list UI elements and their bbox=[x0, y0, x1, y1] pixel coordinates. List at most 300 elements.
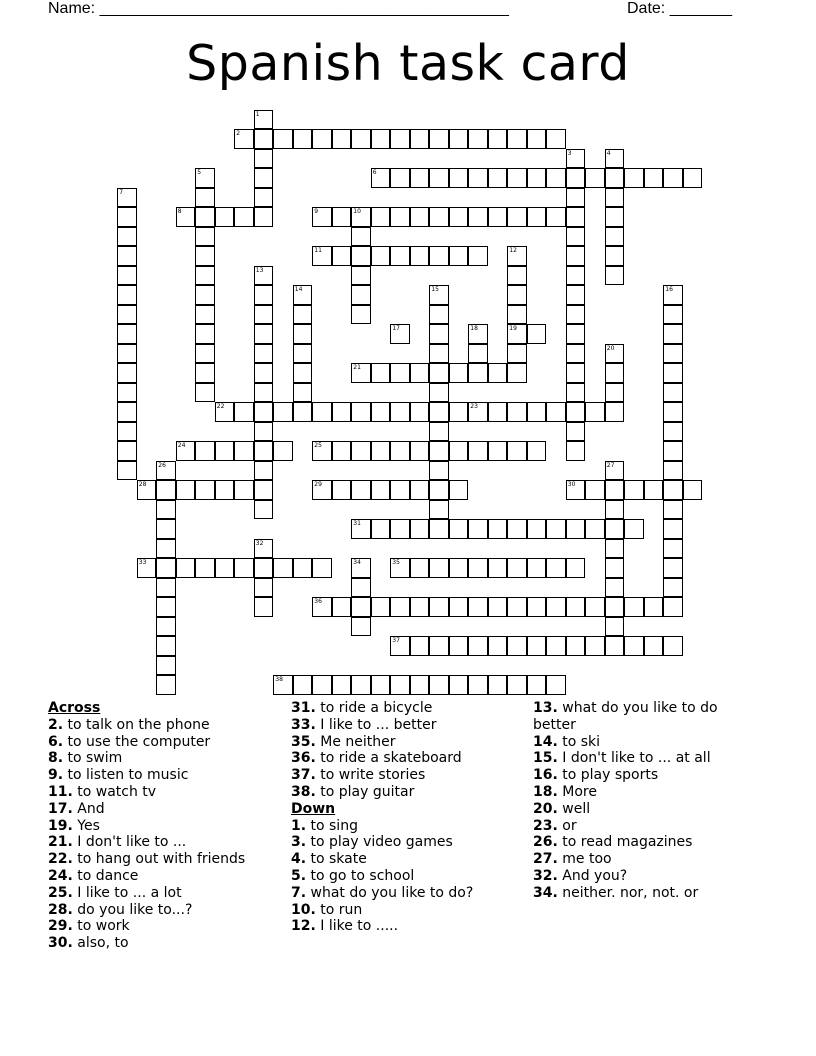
crossword-cell[interactable] bbox=[293, 285, 313, 305]
crossword-cell[interactable] bbox=[624, 597, 644, 617]
crossword-cell[interactable] bbox=[371, 246, 391, 266]
crossword-cell[interactable] bbox=[176, 207, 196, 227]
crossword-cell[interactable] bbox=[351, 617, 371, 637]
crossword-cell[interactable] bbox=[663, 305, 683, 325]
crossword-cell[interactable] bbox=[254, 149, 274, 169]
crossword-cell[interactable] bbox=[312, 246, 332, 266]
crossword-cell[interactable] bbox=[644, 480, 664, 500]
crossword-cell[interactable] bbox=[429, 441, 449, 461]
crossword-cell[interactable] bbox=[117, 324, 137, 344]
crossword-cell[interactable] bbox=[390, 168, 410, 188]
crossword-cell[interactable] bbox=[351, 597, 371, 617]
crossword-cell[interactable] bbox=[351, 480, 371, 500]
crossword-cell[interactable] bbox=[351, 441, 371, 461]
crossword-cell[interactable] bbox=[390, 519, 410, 539]
crossword-cell[interactable] bbox=[507, 324, 527, 344]
crossword-cell[interactable] bbox=[429, 246, 449, 266]
crossword-cell[interactable] bbox=[663, 363, 683, 383]
crossword-cell[interactable] bbox=[156, 519, 176, 539]
crossword-cell[interactable] bbox=[546, 597, 566, 617]
crossword-cell[interactable] bbox=[410, 480, 430, 500]
crossword-cell[interactable] bbox=[585, 597, 605, 617]
crossword-cell[interactable] bbox=[566, 402, 586, 422]
crossword-cell[interactable] bbox=[527, 519, 547, 539]
crossword-cell[interactable] bbox=[449, 675, 469, 695]
crossword-cell[interactable] bbox=[176, 558, 196, 578]
crossword-cell[interactable] bbox=[566, 363, 586, 383]
crossword-cell[interactable] bbox=[234, 129, 254, 149]
crossword-cell[interactable] bbox=[468, 558, 488, 578]
crossword-cell[interactable] bbox=[312, 675, 332, 695]
crossword-cell[interactable] bbox=[117, 383, 137, 403]
crossword-cell[interactable] bbox=[254, 324, 274, 344]
crossword-cell[interactable] bbox=[371, 402, 391, 422]
crossword-cell[interactable] bbox=[176, 441, 196, 461]
crossword-cell[interactable] bbox=[156, 539, 176, 559]
crossword-cell[interactable] bbox=[293, 675, 313, 695]
crossword-cell[interactable] bbox=[351, 207, 371, 227]
crossword-cell[interactable] bbox=[468, 441, 488, 461]
crossword-cell[interactable] bbox=[449, 636, 469, 656]
crossword-cell[interactable] bbox=[254, 207, 274, 227]
crossword-cell[interactable] bbox=[390, 441, 410, 461]
crossword-cell[interactable] bbox=[351, 519, 371, 539]
crossword-cell[interactable] bbox=[566, 344, 586, 364]
crossword-cell[interactable] bbox=[566, 285, 586, 305]
crossword-cell[interactable] bbox=[254, 266, 274, 286]
crossword-cell[interactable] bbox=[488, 129, 508, 149]
crossword-cell[interactable] bbox=[293, 344, 313, 364]
crossword-cell[interactable] bbox=[390, 597, 410, 617]
crossword-cell[interactable] bbox=[176, 480, 196, 500]
crossword-cell[interactable] bbox=[663, 461, 683, 481]
crossword-cell[interactable] bbox=[351, 266, 371, 286]
crossword-cell[interactable] bbox=[195, 207, 215, 227]
crossword-cell[interactable] bbox=[254, 422, 274, 442]
crossword-cell[interactable] bbox=[293, 305, 313, 325]
crossword-cell[interactable] bbox=[293, 383, 313, 403]
crossword-cell[interactable] bbox=[566, 266, 586, 286]
crossword-cell[interactable] bbox=[449, 597, 469, 617]
crossword-cell[interactable] bbox=[488, 597, 508, 617]
crossword-cell[interactable] bbox=[605, 344, 625, 364]
crossword-cell[interactable] bbox=[429, 558, 449, 578]
crossword-cell[interactable] bbox=[663, 578, 683, 598]
crossword-cell[interactable] bbox=[449, 519, 469, 539]
crossword-cell[interactable] bbox=[663, 500, 683, 520]
crossword-cell[interactable] bbox=[663, 558, 683, 578]
crossword-cell[interactable] bbox=[429, 519, 449, 539]
crossword-cell[interactable] bbox=[254, 344, 274, 364]
crossword-cell[interactable] bbox=[293, 402, 313, 422]
crossword-cell[interactable] bbox=[293, 129, 313, 149]
crossword-cell[interactable] bbox=[293, 363, 313, 383]
crossword-cell[interactable] bbox=[371, 207, 391, 227]
crossword-cell[interactable] bbox=[137, 558, 157, 578]
crossword-cell[interactable] bbox=[566, 246, 586, 266]
crossword-cell[interactable] bbox=[312, 597, 332, 617]
crossword-cell[interactable] bbox=[605, 246, 625, 266]
crossword-cell[interactable] bbox=[332, 675, 352, 695]
crossword-cell[interactable] bbox=[312, 480, 332, 500]
crossword-cell[interactable] bbox=[156, 578, 176, 598]
crossword-cell[interactable] bbox=[566, 597, 586, 617]
crossword-cell[interactable] bbox=[293, 558, 313, 578]
crossword-cell[interactable] bbox=[663, 168, 683, 188]
crossword-cell[interactable] bbox=[566, 422, 586, 442]
crossword-cell[interactable] bbox=[624, 480, 644, 500]
crossword-cell[interactable] bbox=[488, 168, 508, 188]
crossword-cell[interactable] bbox=[468, 207, 488, 227]
crossword-cell[interactable] bbox=[644, 597, 664, 617]
crossword-cell[interactable] bbox=[351, 227, 371, 247]
crossword-cell[interactable] bbox=[566, 636, 586, 656]
crossword-cell[interactable] bbox=[527, 129, 547, 149]
crossword-cell[interactable] bbox=[117, 188, 137, 208]
crossword-cell[interactable] bbox=[410, 363, 430, 383]
crossword-cell[interactable] bbox=[468, 675, 488, 695]
crossword-cell[interactable] bbox=[117, 461, 137, 481]
crossword-cell[interactable] bbox=[410, 519, 430, 539]
crossword-cell[interactable] bbox=[371, 480, 391, 500]
crossword-cell[interactable] bbox=[254, 461, 274, 481]
crossword-cell[interactable] bbox=[663, 539, 683, 559]
crossword-cell[interactable] bbox=[195, 558, 215, 578]
crossword-cell[interactable] bbox=[566, 519, 586, 539]
crossword-cell[interactable] bbox=[449, 363, 469, 383]
crossword-cell[interactable] bbox=[234, 207, 254, 227]
crossword-cell[interactable] bbox=[117, 207, 137, 227]
crossword-cell[interactable] bbox=[390, 363, 410, 383]
crossword-cell[interactable] bbox=[254, 441, 274, 461]
crossword-cell[interactable] bbox=[527, 324, 547, 344]
crossword-cell[interactable] bbox=[390, 558, 410, 578]
crossword-cell[interactable] bbox=[234, 558, 254, 578]
crossword-cell[interactable] bbox=[449, 402, 469, 422]
crossword-cell[interactable] bbox=[566, 149, 586, 169]
crossword-cell[interactable] bbox=[488, 636, 508, 656]
crossword-cell[interactable] bbox=[605, 636, 625, 656]
crossword-cell[interactable] bbox=[507, 246, 527, 266]
crossword-cell[interactable] bbox=[195, 363, 215, 383]
crossword-cell[interactable] bbox=[527, 636, 547, 656]
crossword-cell[interactable] bbox=[254, 480, 274, 500]
crossword-cell[interactable] bbox=[566, 383, 586, 403]
crossword-cell[interactable] bbox=[546, 129, 566, 149]
crossword-cell[interactable] bbox=[605, 188, 625, 208]
crossword-cell[interactable] bbox=[546, 207, 566, 227]
crossword-cell[interactable] bbox=[215, 441, 235, 461]
crossword-cell[interactable] bbox=[488, 519, 508, 539]
crossword-cell[interactable] bbox=[254, 110, 274, 130]
crossword-cell[interactable] bbox=[390, 207, 410, 227]
crossword-cell[interactable] bbox=[371, 597, 391, 617]
crossword-cell[interactable] bbox=[429, 344, 449, 364]
crossword-cell[interactable] bbox=[429, 305, 449, 325]
crossword-cell[interactable] bbox=[507, 285, 527, 305]
crossword-cell[interactable] bbox=[273, 558, 293, 578]
crossword-cell[interactable] bbox=[332, 402, 352, 422]
crossword-cell[interactable] bbox=[410, 402, 430, 422]
crossword-cell[interactable] bbox=[624, 168, 644, 188]
crossword-cell[interactable] bbox=[195, 305, 215, 325]
crossword-cell[interactable] bbox=[527, 207, 547, 227]
crossword-cell[interactable] bbox=[527, 168, 547, 188]
crossword-cell[interactable] bbox=[429, 207, 449, 227]
crossword-cell[interactable] bbox=[195, 188, 215, 208]
crossword-cell[interactable] bbox=[195, 168, 215, 188]
crossword-cell[interactable] bbox=[234, 441, 254, 461]
crossword-cell[interactable] bbox=[605, 207, 625, 227]
crossword-cell[interactable] bbox=[332, 129, 352, 149]
crossword-cell[interactable] bbox=[429, 422, 449, 442]
crossword-cell[interactable] bbox=[254, 285, 274, 305]
crossword-cell[interactable] bbox=[449, 246, 469, 266]
crossword-cell[interactable] bbox=[156, 461, 176, 481]
crossword-cell[interactable] bbox=[215, 480, 235, 500]
crossword-cell[interactable] bbox=[254, 363, 274, 383]
crossword-cell[interactable] bbox=[332, 597, 352, 617]
crossword-cell[interactable] bbox=[332, 441, 352, 461]
crossword-cell[interactable] bbox=[351, 246, 371, 266]
crossword-cell[interactable] bbox=[351, 363, 371, 383]
crossword-cell[interactable] bbox=[351, 558, 371, 578]
crossword-cell[interactable] bbox=[156, 617, 176, 637]
crossword-cell[interactable] bbox=[468, 402, 488, 422]
crossword-cell[interactable] bbox=[195, 324, 215, 344]
crossword-cell[interactable] bbox=[332, 207, 352, 227]
crossword-cell[interactable] bbox=[429, 597, 449, 617]
crossword-cell[interactable] bbox=[663, 519, 683, 539]
crossword-cell[interactable] bbox=[410, 558, 430, 578]
crossword-cell[interactable] bbox=[546, 558, 566, 578]
crossword-cell[interactable] bbox=[488, 558, 508, 578]
crossword-cell[interactable] bbox=[507, 441, 527, 461]
crossword-cell[interactable] bbox=[117, 441, 137, 461]
crossword-cell[interactable] bbox=[507, 266, 527, 286]
crossword-cell[interactable] bbox=[507, 675, 527, 695]
crossword-cell[interactable] bbox=[332, 246, 352, 266]
crossword-cell[interactable] bbox=[585, 636, 605, 656]
crossword-cell[interactable] bbox=[254, 402, 274, 422]
crossword-cell[interactable] bbox=[371, 675, 391, 695]
crossword-cell[interactable] bbox=[351, 129, 371, 149]
crossword-cell[interactable] bbox=[254, 168, 274, 188]
crossword-cell[interactable] bbox=[449, 168, 469, 188]
crossword-cell[interactable] bbox=[546, 168, 566, 188]
crossword-cell[interactable] bbox=[507, 207, 527, 227]
crossword-cell[interactable] bbox=[488, 441, 508, 461]
crossword-cell[interactable] bbox=[527, 441, 547, 461]
crossword-cell[interactable] bbox=[215, 558, 235, 578]
crossword-cell[interactable] bbox=[215, 207, 235, 227]
crossword-cell[interactable] bbox=[683, 480, 703, 500]
crossword-cell[interactable] bbox=[332, 480, 352, 500]
crossword-cell[interactable] bbox=[371, 129, 391, 149]
crossword-cell[interactable] bbox=[371, 519, 391, 539]
crossword-cell[interactable] bbox=[449, 558, 469, 578]
crossword-cell[interactable] bbox=[390, 480, 410, 500]
crossword-cell[interactable] bbox=[507, 168, 527, 188]
crossword-cell[interactable] bbox=[156, 656, 176, 676]
crossword-cell[interactable] bbox=[468, 168, 488, 188]
crossword-cell[interactable] bbox=[410, 441, 430, 461]
crossword-cell[interactable] bbox=[468, 636, 488, 656]
crossword-cell[interactable] bbox=[663, 441, 683, 461]
crossword-cell[interactable] bbox=[468, 324, 488, 344]
crossword-cell[interactable] bbox=[507, 402, 527, 422]
crossword-cell[interactable] bbox=[371, 168, 391, 188]
crossword-cell[interactable] bbox=[195, 227, 215, 247]
crossword-cell[interactable] bbox=[507, 558, 527, 578]
crossword-cell[interactable] bbox=[488, 675, 508, 695]
crossword-cell[interactable] bbox=[605, 500, 625, 520]
crossword-cell[interactable] bbox=[488, 402, 508, 422]
crossword-cell[interactable] bbox=[254, 129, 274, 149]
crossword-cell[interactable] bbox=[663, 383, 683, 403]
crossword-cell[interactable] bbox=[429, 129, 449, 149]
crossword-cell[interactable] bbox=[566, 480, 586, 500]
crossword-cell[interactable] bbox=[410, 207, 430, 227]
crossword-cell[interactable] bbox=[605, 266, 625, 286]
crossword-cell[interactable] bbox=[605, 519, 625, 539]
crossword-cell[interactable] bbox=[566, 207, 586, 227]
crossword-cell[interactable] bbox=[117, 285, 137, 305]
crossword-cell[interactable] bbox=[605, 617, 625, 637]
crossword-cell[interactable] bbox=[605, 168, 625, 188]
crossword-cell[interactable] bbox=[117, 363, 137, 383]
crossword-cell[interactable] bbox=[507, 636, 527, 656]
crossword-cell[interactable] bbox=[254, 597, 274, 617]
crossword-cell[interactable] bbox=[546, 675, 566, 695]
crossword-cell[interactable] bbox=[449, 207, 469, 227]
crossword-cell[interactable] bbox=[605, 597, 625, 617]
crossword-cell[interactable] bbox=[663, 402, 683, 422]
crossword-cell[interactable] bbox=[663, 597, 683, 617]
crossword-cell[interactable] bbox=[117, 402, 137, 422]
crossword-cell[interactable] bbox=[663, 344, 683, 364]
crossword-cell[interactable] bbox=[254, 305, 274, 325]
crossword-cell[interactable] bbox=[312, 402, 332, 422]
crossword-cell[interactable] bbox=[585, 480, 605, 500]
crossword-cell[interactable] bbox=[195, 441, 215, 461]
crossword-cell[interactable] bbox=[293, 324, 313, 344]
crossword-cell[interactable] bbox=[429, 383, 449, 403]
crossword-cell[interactable] bbox=[605, 461, 625, 481]
crossword-cell[interactable] bbox=[605, 480, 625, 500]
crossword-cell[interactable] bbox=[585, 168, 605, 188]
crossword-cell[interactable] bbox=[195, 344, 215, 364]
crossword-cell[interactable] bbox=[390, 636, 410, 656]
crossword-cell[interactable] bbox=[254, 188, 274, 208]
crossword-cell[interactable] bbox=[429, 168, 449, 188]
crossword-cell[interactable] bbox=[566, 441, 586, 461]
crossword-cell[interactable] bbox=[254, 539, 274, 559]
crossword-cell[interactable] bbox=[605, 578, 625, 598]
crossword-cell[interactable] bbox=[546, 519, 566, 539]
crossword-cell[interactable] bbox=[351, 578, 371, 598]
crossword-cell[interactable] bbox=[156, 675, 176, 695]
crossword-cell[interactable] bbox=[605, 539, 625, 559]
crossword-cell[interactable] bbox=[663, 324, 683, 344]
crossword-cell[interactable] bbox=[624, 636, 644, 656]
crossword-cell[interactable] bbox=[605, 558, 625, 578]
crossword-cell[interactable] bbox=[117, 227, 137, 247]
crossword-cell[interactable] bbox=[527, 675, 547, 695]
crossword-cell[interactable] bbox=[195, 480, 215, 500]
crossword-cell[interactable] bbox=[137, 480, 157, 500]
crossword-cell[interactable] bbox=[585, 519, 605, 539]
crossword-cell[interactable] bbox=[117, 344, 137, 364]
crossword-cell[interactable] bbox=[117, 305, 137, 325]
crossword-cell[interactable] bbox=[351, 402, 371, 422]
crossword-cell[interactable] bbox=[507, 344, 527, 364]
crossword-cell[interactable] bbox=[273, 129, 293, 149]
crossword-cell[interactable] bbox=[663, 636, 683, 656]
crossword-cell[interactable] bbox=[195, 246, 215, 266]
crossword-cell[interactable] bbox=[663, 285, 683, 305]
date-field-label[interactable]: Date: _______ bbox=[627, 0, 732, 17]
crossword-cell[interactable] bbox=[488, 363, 508, 383]
crossword-cell[interactable] bbox=[527, 597, 547, 617]
crossword-cell[interactable] bbox=[566, 188, 586, 208]
crossword-cell[interactable] bbox=[605, 402, 625, 422]
crossword-cell[interactable] bbox=[585, 402, 605, 422]
crossword-cell[interactable] bbox=[312, 207, 332, 227]
crossword-cell[interactable] bbox=[449, 129, 469, 149]
crossword-cell[interactable] bbox=[546, 636, 566, 656]
crossword-cell[interactable] bbox=[410, 129, 430, 149]
crossword-cell[interactable] bbox=[566, 305, 586, 325]
crossword-cell[interactable] bbox=[234, 480, 254, 500]
crossword-cell[interactable] bbox=[273, 675, 293, 695]
crossword-cell[interactable] bbox=[507, 129, 527, 149]
crossword-cell[interactable] bbox=[195, 383, 215, 403]
crossword-cell[interactable] bbox=[117, 266, 137, 286]
crossword-cell[interactable] bbox=[234, 402, 254, 422]
crossword-cell[interactable] bbox=[410, 597, 430, 617]
crossword-cell[interactable] bbox=[429, 480, 449, 500]
crossword-cell[interactable] bbox=[312, 441, 332, 461]
crossword-cell[interactable] bbox=[371, 363, 391, 383]
crossword-cell[interactable] bbox=[156, 480, 176, 500]
crossword-cell[interactable] bbox=[312, 129, 332, 149]
crossword-cell[interactable] bbox=[429, 500, 449, 520]
crossword-cell[interactable] bbox=[351, 285, 371, 305]
crossword-cell[interactable] bbox=[390, 246, 410, 266]
crossword-cell[interactable] bbox=[195, 285, 215, 305]
crossword-cell[interactable] bbox=[605, 149, 625, 169]
crossword-cell[interactable] bbox=[410, 675, 430, 695]
crossword-cell[interactable] bbox=[429, 324, 449, 344]
crossword-cell[interactable] bbox=[605, 363, 625, 383]
crossword-cell[interactable] bbox=[195, 266, 215, 286]
crossword-cell[interactable] bbox=[156, 597, 176, 617]
crossword-cell[interactable] bbox=[566, 324, 586, 344]
crossword-cell[interactable] bbox=[390, 129, 410, 149]
crossword-cell[interactable] bbox=[449, 480, 469, 500]
crossword-cell[interactable] bbox=[468, 363, 488, 383]
crossword-cell[interactable] bbox=[390, 324, 410, 344]
crossword-cell[interactable] bbox=[488, 207, 508, 227]
crossword-cell[interactable] bbox=[117, 246, 137, 266]
crossword-cell[interactable] bbox=[566, 227, 586, 247]
crossword-cell[interactable] bbox=[410, 168, 430, 188]
crossword-cell[interactable] bbox=[644, 636, 664, 656]
crossword-cell[interactable] bbox=[429, 363, 449, 383]
crossword-cell[interactable] bbox=[429, 675, 449, 695]
crossword-cell[interactable] bbox=[507, 363, 527, 383]
